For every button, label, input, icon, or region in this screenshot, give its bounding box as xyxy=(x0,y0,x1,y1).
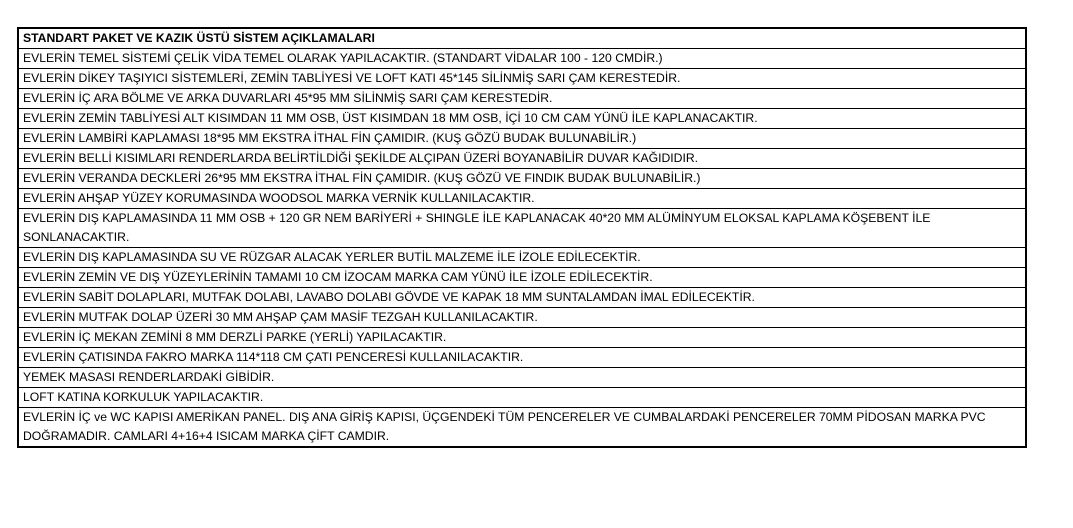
table-cell: YEMEK MASASI RENDERLARDAKİ GİBİDİR. xyxy=(18,368,1026,388)
table-cell: EVLERİN DIŞ KAPLAMASINDA 11 MM OSB + 120 GR NEM BARİYERİ + SHINGLE İLE KAPLANACAK 40*20 MM ALÜMİNYUM ELOKSAL KAPLAMA KÖŞEBENT İLE SONLANACAKTIR. xyxy=(18,209,1026,248)
table-cell: EVLERİN ZEMİN TABLİYESİ ALT KISIMDAN 11 MM OSB, ÜST KISIMDAN 18 MM OSB, İÇİ 10 CM CAM YÜNÜ İLE KAPLANACAKTIR. xyxy=(18,109,1026,129)
table-cell: EVLERİN BELLİ KISIMLARI RENDERLARDA BELİRTİLDİĞİ ŞEKİLDE ALÇIPAN ÜZERİ BOYANABİLİR DUVAR KAĞIDIDIR. xyxy=(18,149,1026,169)
table-row xyxy=(18,288,1026,308)
table-cell: EVLERİN İÇ ve WC KAPISI AMERİKAN PANEL. DIŞ ANA GİRİŞ KAPISI, ÜÇGENDEKİ TÜM PENCERELER VE CUMBALARDAKİ PENCERELER 70MM PİDOSAN MARKA PVC DOĞRAMADIR. CAMLARI 4+16+4 ISICAM MARKA ÇİFT CAMDIR. xyxy=(18,408,1026,448)
table-row xyxy=(18,248,1026,268)
table-row xyxy=(18,169,1026,189)
table-cell: EVLERİN DIŞ KAPLAMASINDA SU VE RÜZGAR ALACAK YERLER BUTİL MALZEME İLE İZOLE EDİLECEKTİR. xyxy=(18,248,1026,268)
table-cell: EVLERİN ZEMİN VE DIŞ YÜZEYLERİNİN TAMAMI 10 CM İZOCAM MARKA CAM YÜNÜ İLE İZOLE EDİLECEKTİR. xyxy=(18,268,1026,288)
table-cell: EVLERİN DİKEY TAŞIYICI SİSTEMLERİ, ZEMİN TABLİYESİ VE LOFT KATI 45*145 SİLİNMİŞ SARI ÇAM KERESTEDİR. xyxy=(18,69,1026,89)
table-cell: EVLERİN MUTFAK DOLAP ÜZERİ 30 MM AHŞAP ÇAM MASİF TEZGAH KULLANILACAKTIR. xyxy=(18,308,1026,328)
table-row xyxy=(18,209,1026,248)
table-title: STANDART PAKET VE KAZIK ÜSTÜ SİSTEM AÇIKLAMALARI xyxy=(18,28,1026,49)
table-cell: LOFT KATINA KORKULUK YAPILACAKTIR. xyxy=(18,388,1026,408)
table-row xyxy=(18,408,1026,448)
table-row xyxy=(18,189,1026,209)
spec-table xyxy=(17,27,1027,448)
table-cell: EVLERİN VERANDA DECKLERİ 26*95 MM EKSTRA İTHAL FİN ÇAMIDIR. (KUŞ GÖZÜ VE FINDIK BUDAK BULUNABİLİR.) xyxy=(18,169,1026,189)
table-row xyxy=(18,308,1026,328)
table-cell: EVLERİN SABİT DOLAPLARI, MUTFAK DOLABI, LAVABO DOLABI GÖVDE VE KAPAK 18 MM SUNTALAMDAN İMAL EDİLECEKTİR. xyxy=(18,288,1026,308)
table-cell: EVLERİN İÇ MEKAN ZEMİNİ 8 MM DERZLİ PARKE (YERLİ) YAPILACAKTIR. xyxy=(18,328,1026,348)
table-row xyxy=(18,268,1026,288)
table-cell: EVLERİN İÇ ARA BÖLME VE ARKA DUVARLARI 45*95 MM SİLİNMİŞ SARI ÇAM KERESTEDİR. xyxy=(18,89,1026,109)
table-title-row xyxy=(18,28,1026,49)
table-row xyxy=(18,149,1026,169)
table-row xyxy=(18,89,1026,109)
table-row xyxy=(18,388,1026,408)
table-cell: EVLERİN ÇATISINDA FAKRO MARKA 114*118 CM ÇATI PENCERESİ KULLANILACAKTIR. xyxy=(18,348,1026,368)
table-row xyxy=(18,49,1026,69)
table-row xyxy=(18,328,1026,348)
table-row xyxy=(18,109,1026,129)
table-row xyxy=(18,129,1026,149)
table-cell: EVLERİN AHŞAP YÜZEY KORUMASINDA WOODSOL MARKA VERNİK KULLANILACAKTIR. xyxy=(18,189,1026,209)
table-row xyxy=(18,368,1026,388)
table-row xyxy=(18,69,1026,89)
table-cell: EVLERİN TEMEL SİSTEMİ ÇELİK VİDA TEMEL OLARAK YAPILACAKTIR. (STANDART VİDALAR 100 - 120 CMDİR.) xyxy=(18,49,1026,69)
table-cell: EVLERİN LAMBİRİ KAPLAMASI 18*95 MM EKSTRA İTHAL FİN ÇAMIDIR. (KUŞ GÖZÜ BUDAK BULUNABİLİR.) xyxy=(18,129,1026,149)
table-row xyxy=(18,348,1026,368)
